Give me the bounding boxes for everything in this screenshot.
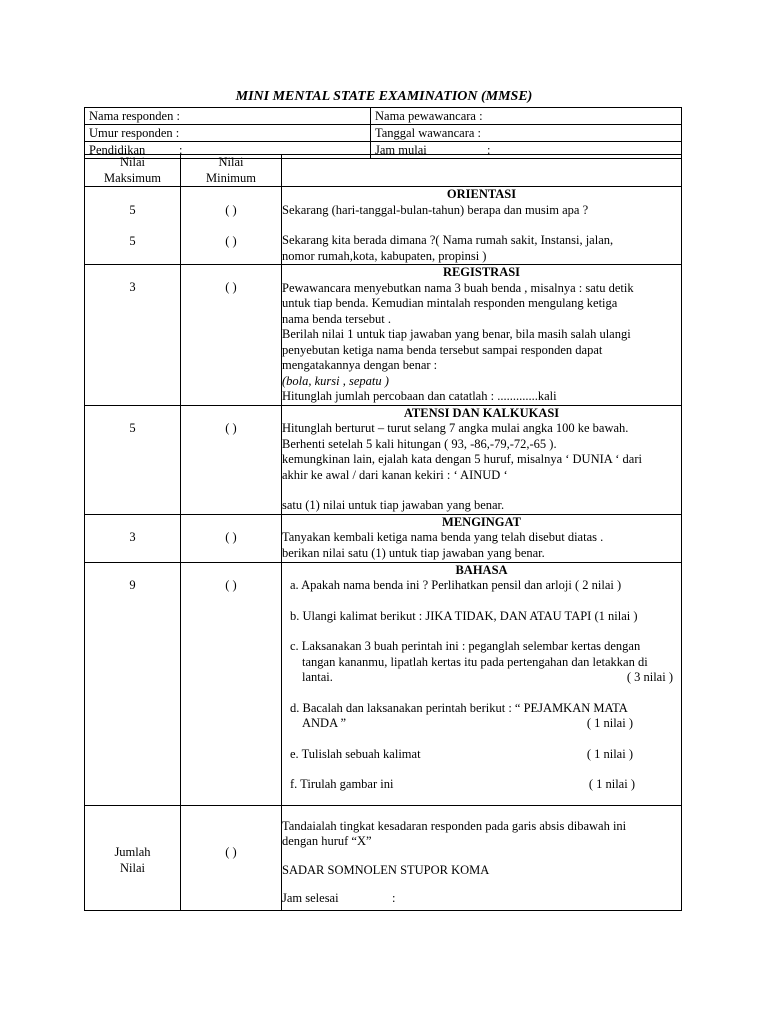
registrasi-min-cell[interactable] [181,265,282,406]
bahasa-max-cell [85,562,181,805]
orientasi-text-cell [282,187,682,265]
jumlah-text-cell [282,805,682,910]
jumlah-label-cell: Jumlah Nilai [85,805,181,910]
jumlah-score[interactable]: ( ) [225,845,237,860]
orientasi-q2-score[interactable]: ( ) [225,233,237,248]
header-nilai-maksimum: Nilai Maksimum [85,155,181,187]
page-title: MINI MENTAL STATE EXAMINATION (MMSE) [235,89,533,104]
header-empty [282,155,682,187]
bahasa-item-e: e. Tulislah sebuah kalimat ( 1 nilai ) [290,746,633,761]
bahasa-item-d-end: ANDA ” ( 1 nilai ) [302,716,633,730]
registrasi-line: untuk tiap benda. Kemudian mintalah responden mengulang ketiga [282,296,618,310]
bahasa-item-d: d. Bacalah dan laksanakan perintah berikut : “ PEJAMKAN MATA [290,700,628,715]
atensi-line: akhir ke awal / dari kanan kekiri : ‘ AINUD ‘ [282,467,508,482]
orientasi-q1-text: Sekarang (hari-tanggal-bulan-tahun) berapa dan musim apa ? [282,202,589,217]
registrasi-line: penyebutan ketiga nama benda tersebut sampai responden dapat [282,342,603,357]
mengingat-min-cell[interactable] [181,514,282,562]
section-orientasi [85,187,682,265]
orientasi-q2-text-1: Sekarang kita berada dimana ?( Nama rumah sakit, Instansi, jalan, [282,233,614,247]
nama-pewawancara-field[interactable]: Nama pewawancara : [371,108,682,125]
section-registrasi [85,265,682,406]
bahasa-item-b: b. Ulangi kalimat berikut : JIKA TIDAK, DAN ATAU TAPI (1 nilai ) [290,608,638,623]
bahasa-item-c-end: lantai. ( 3 nilai ) [302,670,673,684]
mmse-table [84,154,682,911]
section-jumlah [85,805,682,910]
section-mengingat [85,514,682,562]
bahasa-max: 9 [129,577,136,592]
registrasi-text-cell [282,265,682,406]
bahasa-score[interactable]: ( ) [225,577,237,592]
atensi-title: ATENSI DAN KALKUKASI [403,405,560,420]
nama-responden-field[interactable]: Nama responden : [85,108,371,125]
pendidikan-label: Pendidikan [89,143,146,157]
registrasi-line: Pewawancara menyebutkan nama 3 buah benda , misalnya : satu detik [282,280,634,295]
pendidikan-colon: : [179,143,183,157]
registrasi-max: 3 [129,280,136,294]
kesadaran-instruction: Tandaialah tingkat kesadaran responden pada garis absis dibawah ini [282,818,627,833]
mengingat-line: berikan nilai satu (1) untuk tiap jawaban yang benar. [282,545,545,560]
atensi-line: Hitunglah berturut – turut selang 7 angka mulai angka 100 ke bawah. [282,421,629,435]
jam-mulai-label: Jam mulai [375,143,427,157]
orientasi-q2-text-2: nomor rumah,kota, kabupaten, propinsi ) [282,248,487,263]
bahasa-item-f: f. Tirulah gambar ini ( 1 nilai ) [290,777,635,791]
mengingat-text-cell [282,514,682,562]
atensi-max-cell [85,405,181,514]
registrasi-line: Berilah nilai 1 untuk tiap jawaban yang benar, bila masih salah ulangi [282,327,631,341]
mengingat-title: MENGINGAT [442,514,521,529]
atensi-line: satu (1) nilai untuk tiap jawaban yang benar. [282,498,505,512]
kesadaran-scale[interactable]: SADAR SOMNOLEN STUPOR KOMA [282,862,490,877]
mengingat-max: 3 [129,529,136,544]
bahasa-min-cell[interactable] [181,562,282,805]
mengingat-max-cell [85,514,181,562]
orientasi-q1-max: 5 [129,203,136,217]
atensi-line: kemungkinan lain, ejalah kata dengan 5 huruf, misalnya ‘ DUNIA ‘ dari [282,452,642,466]
orientasi-max-cell [85,187,181,265]
registrasi-line: mengatakannya dengan benar : [282,358,438,372]
orientasi-title: ORIENTASI [446,187,517,201]
atensi-line: Berhenti setelah 5 kali hitungan ( 93, -86,-79,-72,-65 ). [282,436,557,451]
tanggal-wawancara-field[interactable]: Tanggal wawancara : [371,125,682,142]
registrasi-line: Hitunglah jumlah percobaan dan catatlah : .............kali [282,389,557,403]
bahasa-item-a: a. Apakah nama benda ini ? Perlihatkan pensil dan arloji ( 2 nilai ) [290,578,622,592]
jumlah-score-cell[interactable] [181,805,282,910]
orientasi-min-cell[interactable] [181,187,282,265]
registrasi-score[interactable]: ( ) [225,280,237,294]
orientasi-q2-max: 5 [129,233,136,248]
jam-selesai-field[interactable]: Jam selesai : [282,891,396,905]
bahasa-text-cell [282,562,682,805]
registrasi-title: REGISTRASI [442,265,521,279]
bahasa-item-c: c. Laksanakan 3 buah perintah ini : peganglah selembar kertas dengan [290,639,641,653]
atensi-text-cell [282,405,682,514]
header-nilai-minimum: Nilai Minimum [181,155,282,187]
umur-responden-field[interactable]: Umur responden : [85,125,371,142]
respondent-info-table [84,107,682,159]
atensi-min-cell[interactable] [181,405,282,514]
bahasa-title: BAHASA [455,562,508,577]
mengingat-line: Tanyakan kembali ketiga nama benda yang telah disebut diatas . [282,530,604,544]
bahasa-item-c-cont: tangan kananmu, lipatlah kertas itu pada pertengahan dan letakkan di [302,654,648,669]
atensi-score[interactable]: ( ) [225,420,237,435]
registrasi-line: nama benda tersebut . [282,311,391,326]
registrasi-items: (bola, kursi , sepatu ) [282,373,389,388]
registrasi-max-cell [85,265,181,406]
atensi-max: 5 [129,420,136,435]
kesadaran-instruction: dengan huruf “X” [282,834,372,848]
jam-mulai-colon: : [487,143,491,157]
mengingat-score[interactable]: ( ) [225,529,237,544]
orientasi-q1-score[interactable]: ( ) [225,203,237,217]
section-bahasa [85,562,682,805]
section-atensi [85,405,682,514]
